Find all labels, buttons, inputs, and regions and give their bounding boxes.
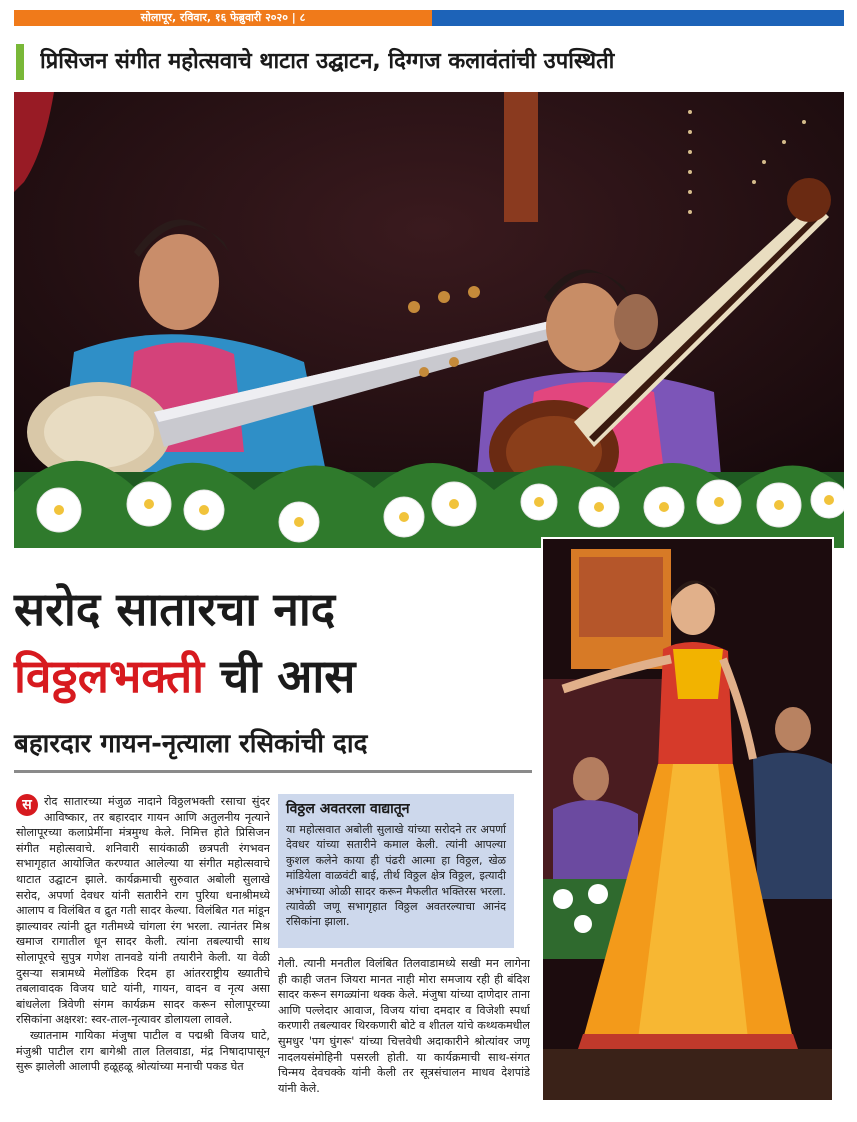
top-photo xyxy=(14,92,844,548)
sidebar-box-body: या महोत्सवात अबोली सुलाखे यांच्या सरोदने तर अपर्णा देवधर यांच्या सतारीने कमाल केली. त्यांनी आपल्या कुशल कलेने काया ही पंढरी आत्मा हा विठ्ठल, खेळ मांडियेला वाळवंटी बाई, तीर्थ विठ्ठल क्षेत्र विठ्ठल, इत्यादी अभंगाच्या ओळी सादर करून मैफलीत भक्तिरस भरला. त्यावेळी जणू सभागृहात विठ्ठल अवतरल्याचा आनंद रसिकांना झाला. xyxy=(286,823,506,929)
page-strip-blue xyxy=(432,10,844,26)
article-paragraph-3: गेली. त्यानी मनतील विलंबित तिलवाडामध्ये सखी मन लागेना ही काही जतन जियरा मानत नाही मोरा समजाय रही ही बंदिश सादर करून सगळ्यांना थक्क केले. मंजुषा यांच्या दाणेदार ताना आणि पल्लेदार आवाज, विजय यांचा दमदार व विजेशी स्पर्धा करणारी तबल्यावर थिरकणारी बोटे व शीतल यांचे कथ्थकमधील सुमधुर 'पग घुंगरू' यांच्या चित्तवेधी अदाकारीने श्रोत्यांवर जणू नादलयसंमोहिनी पसरली होती. या कार्यक्रमाची साथ-संगत चिन्मय देवचक्के यांनी केली तर सूत्रसंचालन माधव देशपांडे यांनी केले. xyxy=(278,957,530,1095)
headline-divider xyxy=(14,770,532,773)
dancer-photo-illustration xyxy=(543,539,832,1100)
headline-red-word: विठ्ठलभक्ती xyxy=(14,649,205,703)
subheadline: बहारदार गायन-नृत्याला रसिकांची दाद xyxy=(14,729,368,759)
headline-line-2 xyxy=(14,645,534,707)
dancer-photo xyxy=(541,537,834,1102)
page-strip xyxy=(14,10,844,26)
top-photo-illustration xyxy=(14,92,844,548)
sidebar-box-title: विठ्ठल अवतरला वाद्यातून xyxy=(286,801,410,817)
page-header-title: प्रिसिजन संगीत महोत्सवाचे थाटात उद्घाटन, दिग्गज कलावंतांची उपस्थिती xyxy=(40,49,615,74)
sidebar-box xyxy=(278,794,514,948)
header-accent-bar xyxy=(16,44,24,80)
article-paragraph-2: ख्यातनाम गायिका मंजुषा पाटील व पद्मश्री विजय घाटे, मंजुश्री पाटील राग बागेश्री ताल तिलवाडा, मंद्र निषादापासून सुरू झालेली आलापी हळूहळू श्रोत्यांच्या मनाची पकड घेत xyxy=(16,1028,270,1074)
article-dropcap: स xyxy=(16,794,38,816)
headline-line-2-rest: ची आस xyxy=(204,649,356,703)
article-paragraph-1: रोद सातारच्या मंजुळ नादाने विठ्ठलभक्ती रसाचा सुंदर आविष्कार, तर बहारदार गायन आणि अतुलनीय नृत्याने सोलापूरच्या कलाप्रेमींना मंत्रमुग्ध केले. निमित्त होते प्रिसिजन संगीत महोत्सवाचे. शनिवारी सायंकाळी छत्रपती रंगभवन सभागृहात आयोजित करण्यात आलेल्या या संगीत महोत्सवाचे थाटात उद्घाटन झाले. कार्यक्रमाची सुरुवात अबोली सुलाखे सरोद, अपर्णा देवधर यांनी सतारीने राग पुरिया धनाश्रीमध्ये आलाप व विलंबित व द्रुत गती सादर केल्या. विलंबित गत मांडून झाल्यावर त्यांनी द्रुत गतीमध्ये चांगला रंग भरला. त्यानंतर मिश्र खमाज रागातील धून सादर केली. त्यांना तबल्याची साथ सोलापूरचे सुपुत्र गणेश तानवडे यांनी तयारीने केली. या वेळी दुसऱ्या सत्रामध्ये मेलॉडिक रिदम हा आंतरराष्ट्रीय ख्यातीचे तबलावादक विजय घाटे यांनी, गायन, वादन व नृत्य असा बांधलेला त्रिवेणी संगम कार्यक्रम सादर करून सोलापूरच्या रसिकांना अक्षरश: स्वर-ताल-नृत्यावर डोलायला लावले. xyxy=(16,795,270,1027)
page-strip-dateline: सोलापूर, रविवार, १६ फेब्रुवारी २०२० | ८ xyxy=(14,10,432,26)
headline-line-1: सरोद सातारचा नाद xyxy=(14,582,336,636)
article-column-1 xyxy=(16,794,270,1116)
article-column-2 xyxy=(278,956,530,1116)
